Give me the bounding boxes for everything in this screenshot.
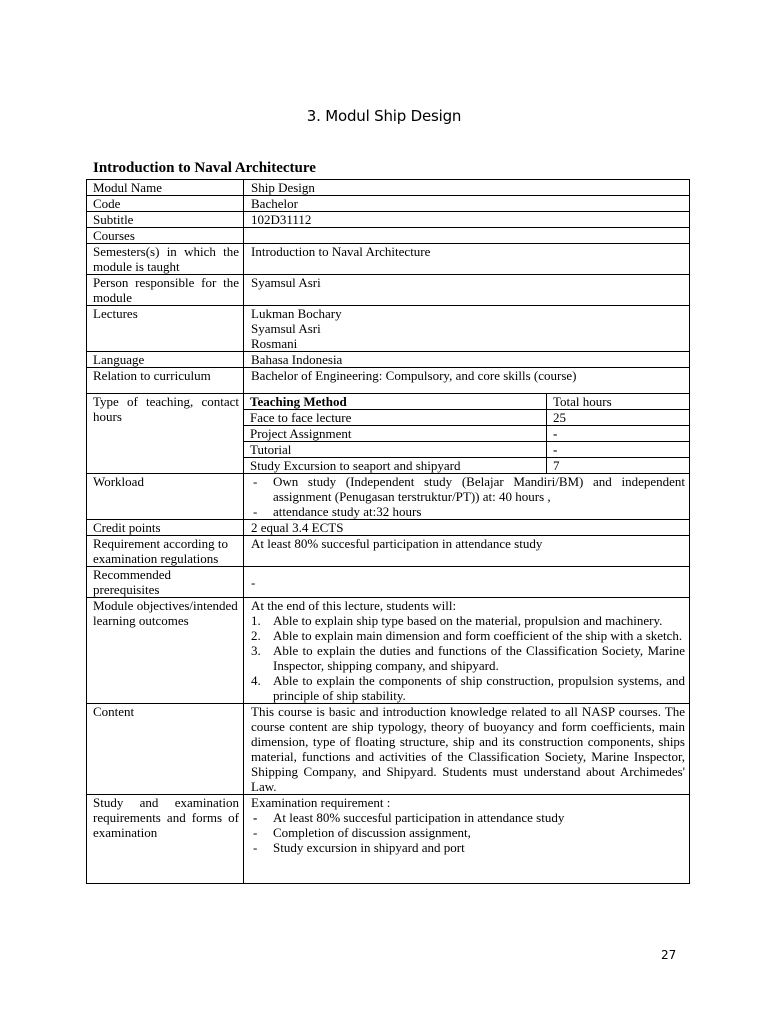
row-value [244, 795, 690, 884]
workload-item: Own study (Independent study (Belajar Mandiri/BM) and independent assignment (Penugasan terstruktur/PT)) at: 40 hours , [273, 474, 685, 504]
list-item [251, 673, 685, 703]
bullet: - [253, 474, 258, 489]
teaching-method: Face to face lecture [244, 410, 547, 426]
item-number: 1. [251, 613, 261, 628]
lecturer-name: Syamsul Asri [251, 321, 321, 336]
list-item [251, 825, 685, 840]
row-label: Person responsible for the module [87, 275, 244, 306]
list-item [251, 628, 685, 643]
module-table [86, 179, 690, 884]
table-row [87, 212, 690, 228]
lecturer-name: Rosmani [251, 336, 298, 351]
row-label: Recommended prerequisites [87, 567, 244, 598]
row-value: Syamsul Asri [244, 275, 690, 306]
table-row [87, 795, 690, 884]
table-row [87, 567, 690, 598]
row-value: 102D31112 [244, 212, 690, 228]
row-value [244, 598, 690, 704]
bullet: - [253, 840, 258, 855]
row-label: Requirement according to examination regulations [87, 536, 244, 567]
table-row [87, 704, 690, 795]
table-caption: Introduction to Naval Architecture [93, 160, 316, 176]
exam-intro: Examination requirement : [251, 795, 391, 810]
page-number: 27 [661, 948, 677, 962]
exam-item: At least 80% succesful participation in attendance study [273, 810, 565, 825]
row-value [244, 228, 690, 244]
table-row [244, 442, 689, 458]
table-row [244, 394, 689, 410]
total-hours-header: Total hours [547, 394, 690, 410]
objective-item: Able to explain main dimension and form coefficient of the ship with a sketch. [273, 628, 683, 643]
teaching-method: Study Excursion to seaport and shipyard [244, 458, 547, 474]
bullet: - [253, 810, 258, 825]
table-row [244, 426, 689, 442]
bullet: - [253, 504, 258, 519]
row-label: Courses [87, 228, 244, 244]
row-label: Type of teaching, contact hours [87, 394, 244, 474]
teaching-method-header: Teaching Method [244, 394, 547, 410]
table-row [87, 244, 690, 275]
teaching-hours: - [547, 426, 690, 442]
list-item [251, 840, 685, 855]
row-value: Ship Design [244, 180, 690, 196]
row-label: Modul Name [87, 180, 244, 196]
lecturer-name: Lukman Bochary [251, 306, 342, 321]
row-value: 2 equal 3.4 ECTS [244, 520, 690, 536]
objective-item: Able to explain the components of ship construction, propulsion systems, and principle of ship stability. [273, 673, 685, 703]
row-label: Relation to curriculum [87, 368, 244, 394]
row-label: Workload [87, 474, 244, 520]
row-label: Credit points [87, 520, 244, 536]
row-label: Subtitle [87, 212, 244, 228]
row-label: Semesters(s) in which the module is taught [87, 244, 244, 275]
table-row [87, 474, 690, 520]
table-row [87, 520, 690, 536]
item-number: 3. [251, 643, 261, 658]
row-label: Language [87, 352, 244, 368]
row-value: Introduction to Naval Architecture [244, 244, 690, 275]
row-value: At least 80% succesful participation in attendance study [244, 536, 690, 567]
objectives-intro: At the end of this lecture, students will: [251, 598, 457, 613]
table-row [87, 306, 690, 352]
row-label: Code [87, 196, 244, 212]
exam-item: Study excursion in shipyard and port [273, 840, 465, 855]
row-label: Content [87, 704, 244, 795]
list-item [251, 810, 685, 825]
objective-item: Able to explain ship type based on the material, propulsion and machinery. [273, 613, 663, 628]
row-label: Module objectives/intended learning outcomes [87, 598, 244, 704]
page-title: 3. Modul Ship Design [306, 107, 462, 125]
table-row [87, 598, 690, 704]
table-row [87, 536, 690, 567]
bullet: - [253, 825, 258, 840]
table-row [87, 394, 690, 474]
teaching-hours: 7 [547, 458, 690, 474]
table-row [87, 368, 690, 394]
row-label: Study and examination requirements and forms of examination [87, 795, 244, 884]
list-item [251, 613, 685, 628]
row-value [244, 306, 690, 352]
row-value: Bahasa Indonesia [244, 352, 690, 368]
row-value [244, 474, 690, 520]
teaching-method-table [244, 394, 689, 473]
table-row [87, 180, 690, 196]
objective-item: Able to explain the duties and functions of the Classification Society, Marine Inspector, shipping company, and shipyard. [273, 643, 685, 673]
teaching-hours: 25 [547, 410, 690, 426]
teaching-method: Project Assignment [244, 426, 547, 442]
row-value: Bachelor [244, 196, 690, 212]
table-row [87, 228, 690, 244]
teaching-method: Tutorial [244, 442, 547, 458]
item-number: 2. [251, 628, 261, 643]
table-row [244, 410, 689, 426]
list-item [251, 504, 685, 519]
row-value: - [244, 567, 690, 598]
exam-item: Completion of discussion assignment, [273, 825, 471, 840]
item-number: 4. [251, 673, 261, 688]
row-value: Bachelor of Engineering: Compulsory, and core skills (course) [244, 368, 690, 394]
teaching-hours: - [547, 442, 690, 458]
table-row [87, 196, 690, 212]
workload-item: attendance study at:32 hours [273, 504, 422, 519]
table-row [87, 275, 690, 306]
table-row [87, 352, 690, 368]
list-item [251, 643, 685, 673]
row-label: Lectures [87, 306, 244, 352]
teaching-method-cell [244, 394, 690, 474]
table-row [244, 458, 689, 474]
list-item [251, 474, 685, 504]
row-value: This course is basic and introduction knowledge related to all NASP courses. The course content are ship typology, theory of buoyancy and form coefficients, main dimension, type of floating structure, ship and its construction components, ships material, functions and activities of the Classification Society, Marine Inspector, Shipping Company, and Shipyard. Students must understand about Archimedes' Law. [244, 704, 690, 795]
